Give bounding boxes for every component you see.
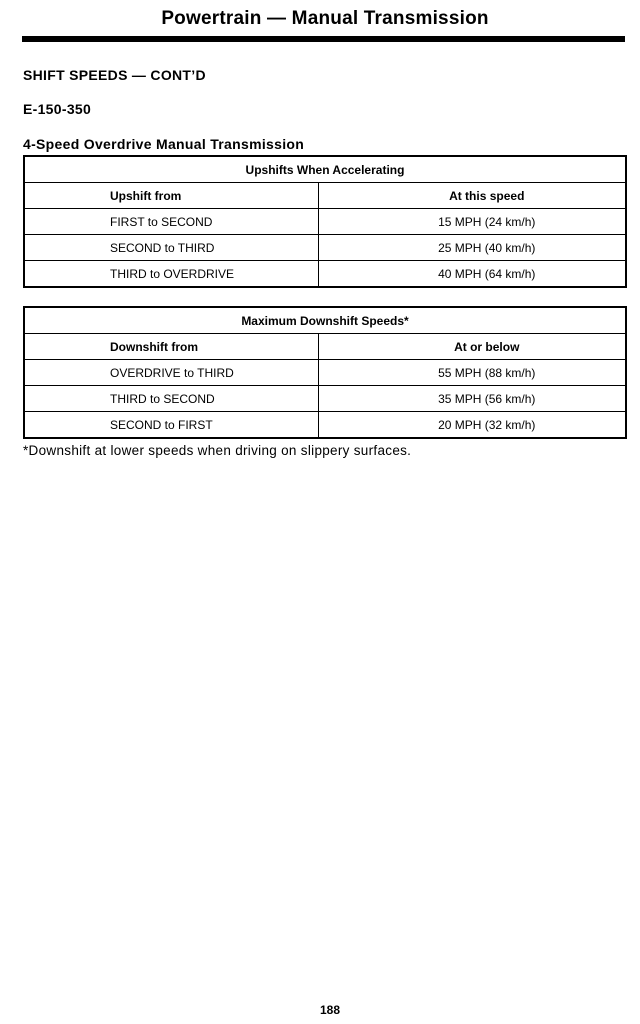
downshift-from-cell: THIRD to SECOND <box>24 386 318 412</box>
upshift-col-from-header: Upshift from <box>24 183 318 209</box>
table-row <box>24 261 626 288</box>
page-number: 188 <box>319 1003 341 1017</box>
downshift-from-cell: OVERDRIVE to THIRD <box>24 360 318 386</box>
upshift-col-speed-header: At this speed <box>318 183 626 209</box>
table-row <box>24 412 626 439</box>
table-row <box>24 235 626 261</box>
downshift-speed-cell: 55 MPH (88 km/h) <box>318 360 626 386</box>
table-row <box>24 209 626 235</box>
downshift-col-speed-header: At or below <box>318 334 626 360</box>
upshift-from-cell: SECOND to THIRD <box>24 235 318 261</box>
upshift-speed-cell: 15 MPH (24 km/h) <box>318 209 626 235</box>
page-title: Powertrain — Manual Transmission <box>161 8 489 29</box>
downshift-speed-cell: 20 MPH (32 km/h) <box>318 412 626 439</box>
upshift-table-caption: Upshifts When Accelerating <box>24 156 626 183</box>
model-heading: E-150-350 <box>23 101 92 117</box>
title-rule <box>22 36 625 42</box>
upshift-speed-cell: 25 MPH (40 km/h) <box>318 235 626 261</box>
downshift-table <box>23 306 627 439</box>
upshift-from-cell: THIRD to OVERDRIVE <box>24 261 318 288</box>
upshift-speed-cell: 40 MPH (64 km/h) <box>318 261 626 288</box>
table-row <box>24 360 626 386</box>
table-row <box>24 386 626 412</box>
downshift-from-cell: SECOND to FIRST <box>24 412 318 439</box>
footnote: *Downshift at lower speeds when driving on slippery surfaces. <box>23 443 412 458</box>
downshift-col-from-header: Downshift from <box>24 334 318 360</box>
downshift-table-caption: Maximum Downshift Speeds* <box>24 307 626 334</box>
downshift-speed-cell: 35 MPH (56 km/h) <box>318 386 626 412</box>
upshift-from-cell: FIRST to SECOND <box>24 209 318 235</box>
transmission-subheading: 4-Speed Overdrive Manual Transmission <box>23 136 305 152</box>
section-heading: SHIFT SPEEDS — CONT’D <box>23 67 206 83</box>
upshift-table <box>23 155 627 288</box>
